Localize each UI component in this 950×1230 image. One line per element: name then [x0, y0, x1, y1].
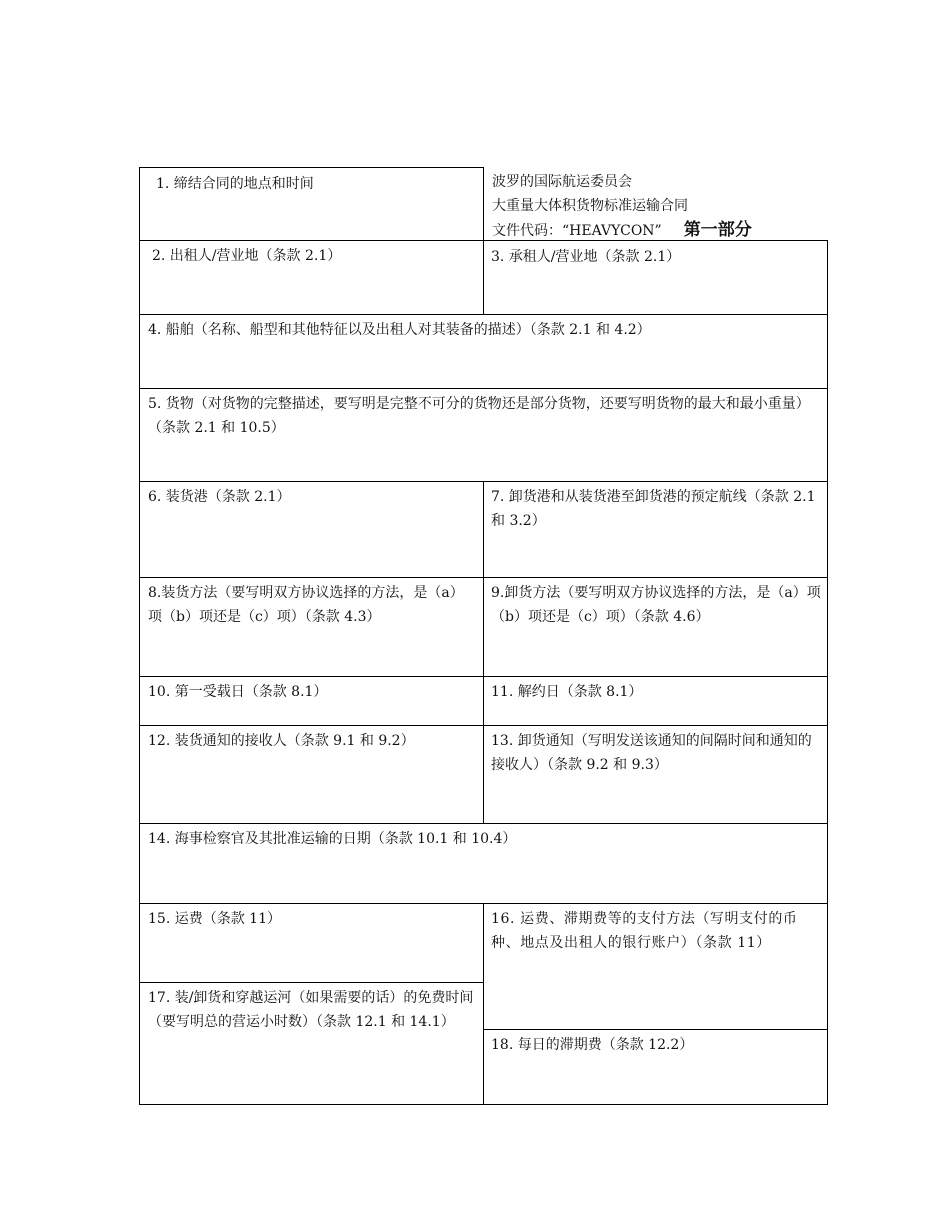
box-3-label: 3. 承租人/营业地（条款 2.1） [491, 249, 681, 265]
form-title: 大重量大体积货物标准运输合同 [492, 198, 688, 214]
box-2-label: 2. 出租人/营业地（条款 2.1） [152, 248, 342, 264]
box-8-loading-method [139, 577, 484, 677]
document-code: 文件代码：“HEAVYCON” [492, 223, 662, 239]
box-14-marine-surveyor [139, 823, 828, 904]
box-17-free-time [139, 982, 484, 1105]
box-12-loading-notice [139, 725, 484, 824]
box-17-label: 17. 装/卸货和穿越运河（如果需要的话）的免费时间（要写明总的营运小时数）（条款 12.1 和 14.1） [148, 990, 474, 1030]
box-10-laydays [139, 676, 484, 726]
box-6-label: 6. 装货港（条款 2.1） [148, 489, 291, 505]
box-12-label: 12. 装货通知的接收人（条款 9.1 和 9.2） [148, 733, 415, 749]
box-10-label: 10. 第一受载日（条款 8.1） [148, 684, 328, 700]
box-9-label: 9.卸货方法（要写明双方协议选择的方法，是（a）项（b）项还是（c）项）（条款 4.6） [491, 585, 821, 625]
box-11-cancelling-date [483, 676, 828, 726]
box-4-label: 4. 船舶（名称、船型和其他特征以及出租人对其装备的描述）（条款 2.1 和 4.2） [148, 322, 651, 338]
box-7-discharge-port [483, 481, 828, 578]
box-3-charterer [483, 240, 828, 315]
box-6-loading-port [139, 481, 484, 578]
box-5-cargo [139, 388, 828, 482]
box-8-label: 8.装货方法（要写明双方协议选择的方法，是（a）项（b）项还是（c）项）（条款 4.3） [148, 585, 464, 625]
box-5-label: 5. 货物（对货物的完整描述，要写明是完整不可分的货物还是部分货物，还要写明货物的最大和最小重量）（条款 2.1 和 10.5） [148, 396, 810, 436]
box-13-discharge-notice [483, 725, 828, 824]
box-15-freight [139, 903, 484, 983]
box-11-label: 11. 解约日（条款 8.1） [491, 684, 643, 700]
box-9-discharge-method [483, 577, 828, 677]
form-header [492, 170, 827, 243]
box-16-payment-method [483, 903, 828, 1030]
box-18-label: 18. 每日的滞期费（条款 12.2） [491, 1037, 694, 1053]
box-1-place-time [139, 167, 484, 241]
box-18-demurrage [483, 1029, 828, 1105]
box-16-label: 16. 运费、滞期费等的支付方法（写明支付的币种、地点及出租人的银行账户）（条款 11） [491, 911, 798, 951]
part-one-label: 第一部分 [683, 220, 752, 240]
box-13-label: 13. 卸货通知（写明发送该通知的间隔时间和通知的接收人）（条款 9.2 和 9.3） [491, 733, 812, 773]
org-name: 波罗的国际航运委员会 [492, 174, 632, 190]
box-15-label: 15. 运费（条款 11） [148, 911, 281, 927]
box-2-owner [139, 240, 484, 315]
box-14-label: 14. 海事检察官及其批准运输的日期（条款 10.1 和 10.4） [148, 831, 517, 847]
box-1-label: 1. 缔结合同的地点和时间 [156, 176, 314, 192]
box-4-vessel [139, 314, 828, 389]
box-7-label: 7. 卸货港和从装货港至卸货港的预定航线（条款 2.1 和 3.2） [491, 489, 816, 529]
